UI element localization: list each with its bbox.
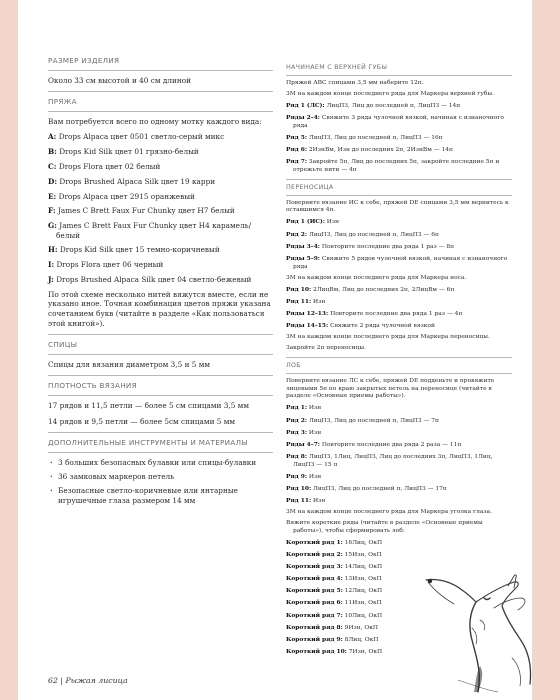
pattern-row-label: Короткий ряд 4: [286,575,343,583]
pattern-row [286,310,512,319]
pattern-row-label: Ряд 10: [286,285,312,293]
divider [48,432,273,433]
pattern-row-text: ЛицПЗ, 1Лиц, ЛицПЗ, Лиц до последних 3п, ЛицПЗ, 1Лиц, ЛицПЗ — 15 п [293,453,493,468]
pattern-row [286,114,512,131]
pattern-row-label: Короткий ряд 7: [286,611,343,619]
tools-item: · 3 больших безопасных булавки или спицы-булавки [48,458,273,468]
pattern-row [286,146,512,155]
divider [286,357,512,358]
pattern-row-text: Изн [313,298,326,305]
pattern-row-text: 10Лиц, ОкП [344,612,383,619]
yarn-item-label: F: [48,206,56,216]
pattern-row [286,218,512,227]
yarn-item-text: Drops Kid Silk цвет 01 грязно-белый [59,147,199,157]
pattern-row [286,509,512,517]
pattern-row-label: Короткий ряд 2: [286,551,343,559]
bridge-intro: Поверните вязание ИС к себе, пряжей DE спицами 3,5 мм вернитесь к оставшимся 4п. [286,199,509,214]
yarn-item-label: B: [48,147,57,157]
pattern-row-label: Ряды 12–13: [286,309,329,317]
pattern-row [286,102,512,111]
section-heading-tools: ДОПОЛНИТЕЛЬНЫЕ ИНСТРУМЕНТЫ И МАТЕРИАЛЫ [48,438,248,448]
pattern-row [286,539,512,548]
page-number: 62 [48,676,58,685]
pattern-row-text: ЛицПЗ, Лиц до последней п, ЛицПЗ — 7п [308,417,439,424]
book-title: Рыжая лисица [65,676,128,685]
yarn-item-text: Drops Alpaca цвет 0501 светло-серый микс [58,132,225,142]
left-color-band [0,0,18,700]
pattern-row [286,298,512,307]
pattern-row-label: Короткий ряд 8: [286,623,343,631]
pattern-row-label: Ряд 2: [286,230,308,238]
pattern-row-text: ЛицПЗ, Лиц до последней п, ЛицПЗ — 6п [308,231,439,238]
tools-item: · 36 замковых маркеров петель [48,472,273,482]
pattern-row-text: ЛицПЗ, Лиц до последней п, ЛицПЗ — 14п [326,102,461,109]
yarn-item [48,245,273,255]
pattern-row-text: Повторите последние два ряда 1 раз — 4п [330,310,463,317]
yarn-item [48,147,273,157]
pattern-row [286,441,512,450]
pattern-row [286,134,512,143]
pattern-row [286,286,512,295]
gauge-line-2: 14 рядов и 9,5 петли — более 5см спицами 5 мм [48,416,236,426]
pattern-row-text: Закройте 2п переносицы. [286,345,366,352]
divider [48,395,273,396]
forehead-intro: Поверните вязание ЛС к себе, пряжей DE подденьте и провяжите лицевыми 5п по краю закрытых петель на переносице (читайте в разделе «Основные приемы работы»). [286,377,495,400]
pattern-row-text: 13Изн, ОкП [344,576,382,583]
pattern-row-label: Ряды 5–9: [286,254,320,262]
bridge-rows [286,218,512,353]
yarn-item [48,132,273,142]
pattern-row-label: Ряд 6: [286,146,308,154]
pattern-row-label: Ряд 10: [286,484,312,492]
yarn-item [48,221,273,240]
pattern-row-text: 11Изн, ОкП [344,600,382,607]
divider [48,375,273,376]
divider [48,70,273,71]
pattern-row [286,485,512,494]
yarn-item-label: I: [48,260,55,270]
yarn-item-label: A: [48,132,57,142]
yarn-item [48,206,273,216]
pattern-row-label: Ряд 2: [286,416,308,424]
pattern-row-label: Короткий ряд 6: [286,599,343,607]
pattern-row-text: Повторите последние два ряда 2 раза — 11п [321,441,462,448]
section-heading-lip: НАЧИНАЕМ С ВЕРХНЕЙ ГУБЫ [286,64,388,71]
pattern-row [286,404,512,413]
yarn-item-label: E: [48,191,57,201]
pattern-row-label: Ряды 3–4: [286,242,320,250]
pattern-row [286,255,512,272]
section-heading-size: РАЗМЕР ИЗДЕЛИЯ [48,56,120,65]
pattern-row [286,429,512,438]
divider [48,91,273,92]
pattern-row-label: Ряд 3: [286,428,308,436]
pattern-row-text: 16Лиц, ОкП [344,539,383,546]
yarn-item-text: Drops Kid Silk цвет 15 темно-коричневый [59,245,220,255]
divider [48,452,273,453]
pattern-row-label: Короткий ряд 9: [286,635,343,643]
yarn-list [48,132,273,284]
divider [48,354,273,355]
yarn-item [48,192,273,202]
pattern-row [286,497,512,506]
pattern-row [286,158,512,175]
pattern-row [286,322,512,331]
section-heading-bridge: ПЕРЕНОСИЦА [286,183,334,191]
yarn-item-text: Drops Alpaca цвет 2915 оранжевый [58,191,195,201]
yarn-item-text: Drops Flora цвет 06 черный [56,260,164,270]
yarn-item [48,260,273,270]
yarn-item-text: James C Brett Faux Fur Chunky цвет H4 карамель/белый [56,221,252,240]
yarn-item-label: D: [48,176,58,186]
pattern-row-text: ЛицПЗ, Лиц до последней п, ЛицПЗ — 17п [313,485,447,492]
yarn-note: По этой схеме несколько нитей вяжутся вместе, если не указано иное. Точная комбинация цветов пряжи указана сочетанием букв (читайте в разделе «Как пользоваться этой книгой»). [48,289,271,328]
lip-rows [286,102,512,175]
pattern-row-text: Изн [313,497,326,504]
pattern-row-label: Короткий ряд 1: [286,538,343,546]
pattern-row-text: 3М на каждом конце последнего ряда для Маркера переносицы. [286,334,490,341]
pattern-row-label: Ряд 5: [286,133,308,141]
pattern-row-label: Ряд 7: [286,158,308,166]
pattern-row-label: Короткий ряд 5: [286,587,343,595]
pattern-row-text: Свяжите 5 рядов чулочной вязкой, начиная с изнаночного ряда [293,255,508,270]
pattern-row-label: Ряд 11: [286,297,312,305]
pattern-row-label: Ряд 11: [286,496,312,504]
section-heading-gauge: ПЛОТНОСТЬ ВЯЗАНИЯ [48,381,137,391]
pattern-row [286,231,512,240]
tools-item: · Безопасные светло-коричневые или янтарные игрушечные глаза размером 14 мм [48,486,273,505]
pattern-row-label: Ряды 4–7: [286,440,320,448]
pattern-row-label: Ряды 2–4: [286,114,320,122]
section-heading-yarn: ПРЯЖА [48,97,77,107]
yarn-item-text: Drops Brushed Alpaca Silk цвет 04 светло-бежевый [56,275,252,284]
footer-separator: | [60,676,64,685]
yarn-item [48,177,273,187]
pattern-row-text: Свяжите 2 ряда чулочной вязкой [330,322,435,329]
yarn-item [48,162,273,172]
yarn-item-text: James C Brett Faux Fur Chunky цвет H7 белый [57,206,235,216]
pattern-row-text: Повторите последние два ряда 1 раз — 8п [321,243,455,250]
pattern-row-text: Свяжите 3 ряда чулочной вязкой, начиная с изнаночного ряда [293,115,504,129]
needles-text: Спицы для вязания диаметром 3,5 и 5 мм [48,359,211,369]
pattern-row-label: Ряд 8: [286,452,308,460]
yarn-item [48,275,273,285]
pattern-row [286,473,512,482]
pattern-row [286,243,512,252]
size-text: Около 33 см высотой и 40 см длиной [48,75,191,85]
pattern-row [286,345,512,353]
yarn-item-label: G: [48,221,57,231]
divider [286,373,512,374]
pattern-row-text: Изн [308,429,322,436]
section-heading-needles: СПИЦЫ [48,340,78,350]
pattern-row-label: Короткий ряд 10: [286,647,347,655]
fox-sketch-illustration [418,568,548,700]
pattern-row-text: 2ИзнВм, Изн до последних 2п, 2ИзнВм — 14п [308,147,453,154]
page-footer [48,676,128,685]
pattern-row [286,551,512,560]
lip-para: 3М на каждом конце последнего ряда для Маркера верхней губы. [286,90,494,97]
pattern-row [286,275,512,283]
divider [48,111,273,112]
pattern-row-text: Изн [308,473,322,480]
yarn-intro: Вам потребуется всего по одному мотку каждого вида: [48,116,262,126]
yarn-item-text: Drops Flora цвет 02 белый [58,161,161,171]
pattern-row-label: Ряд 9: [286,472,308,480]
gauge-line-1: 17 рядов и 11,5 петли — более 5 см спицами 3,5 мм [48,400,250,410]
pattern-row-text: 9Изн, ОкП [344,624,379,631]
yarn-item-label: C: [48,161,57,171]
section-heading-forehead: ЛОБ [286,361,301,369]
divider [286,75,512,76]
pattern-row-text: 8Лиц, ОкП [344,636,379,643]
left-column [48,56,273,510]
divider [48,334,273,335]
pattern-row-label: Ряд 1 (ИС): [286,218,325,226]
pattern-row-text: Вяжите короткие ряды (читайте в разделе «Основные приемы работы»), чтобы сформировать лоб: [286,520,483,534]
lip-para: Пряжей ABC спицами 3,5 мм наберите 12п. [286,79,424,86]
pattern-row [286,453,512,470]
pattern-row-label: Ряд 1: [286,404,308,412]
pattern-row [286,334,512,342]
divider [286,179,512,180]
pattern-row [286,520,512,536]
pattern-row-label: Короткий ряд 3: [286,563,343,571]
pattern-row-text: Закройте 5п, Лиц до последних 5п, закройте последние 5п и отрежьте нити — 4п [293,159,500,173]
yarn-item-label: H: [48,245,58,255]
yarn-item-label: J: [48,275,54,284]
pattern-row-text: 14Лиц, ОкП [344,564,383,571]
pattern-row-text: 15Изн, ОкП [344,552,382,559]
pattern-row-text: 3М на каждом конце последнего ряда для Маркера носа. [286,274,467,281]
pattern-row-label: Ряд 1 (ЛС): [286,101,325,109]
yarn-item-text: Drops Brushed Alpaca Silk цвет 19 карри [59,176,216,186]
pattern-row-text: 7Изн, ОкП [348,648,383,655]
pattern-row-text: 3М на каждом конце последнего ряда для Маркера уголка глаза. [286,509,492,515]
pattern-row-text: Изн [326,219,340,226]
pattern-row-text: Изн [308,405,322,412]
pattern-row-text: 12Лиц, ОкП [344,588,383,595]
pattern-row-text: 2ЛицВм, Лиц до последних 2п, 2ЛицВм — 6п [313,286,455,293]
pattern-row [286,417,512,426]
pattern-row-text: ЛицПЗ, Лиц до последней п, ЛицПЗ — 16п [308,134,443,141]
divider [286,195,512,196]
pattern-row-label: Ряды 14–15: [286,321,329,329]
